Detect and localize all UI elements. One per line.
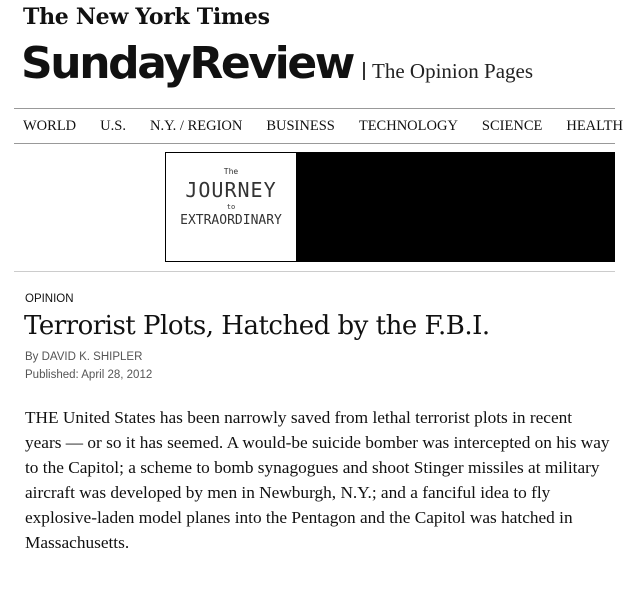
nav-item-ny-region[interactable]: N.Y. / REGION <box>149 118 243 134</box>
ad-the-text: The <box>223 167 239 176</box>
ad-journey-text: JOURNEY <box>185 178 277 202</box>
section-divider <box>363 62 365 80</box>
ad-to-text: to <box>226 203 236 211</box>
ad-logo[interactable] <box>166 153 296 261</box>
section-name[interactable]: SundayReview <box>21 38 354 89</box>
content-divider <box>14 271 615 272</box>
nav-item-science[interactable]: SCIENCE <box>481 118 543 134</box>
top-navigation <box>14 108 623 144</box>
article-byline: By DAVID K. SHIPLER <box>25 351 143 363</box>
nav-item-business[interactable]: BUSINESS <box>266 118 335 134</box>
section-header <box>21 38 533 90</box>
nav-item-technology[interactable]: TECHNOLOGY <box>358 118 458 134</box>
nav-item-world[interactable]: WORLD <box>23 118 77 134</box>
nav-item-health[interactable]: HEALTH <box>566 118 623 134</box>
section-subtitle[interactable]: The Opinion Pages <box>372 59 534 83</box>
nav-item-us[interactable]: U.S. <box>100 118 126 134</box>
article-body: THE United States has been narrowly saved from lethal terrorist plots in recent years — or so it has seemed. A would-be suicide bomber was intercepted on his way to the Capitol; a scheme to bomb synagogues and shoot Stinger missiles at military aircraft was developed by men in Newburgh, N.Y.; and a fanciful idea to fly explosive-laden model planes into the Pentagon and the Capitol was hatched in Massachusetts. <box>25 408 610 552</box>
article-published-date: Published: April 28, 2012 <box>25 369 153 381</box>
advertisement-banner[interactable] <box>165 152 615 262</box>
article-headline: Terrorist Plots, Hatched by the F.B.I. <box>24 311 490 341</box>
ad-extraordinary-text: EXTRAORDINARY <box>180 213 282 228</box>
article-kicker[interactable]: OPINION <box>25 293 74 305</box>
nyt-logo[interactable]: The New York Times <box>23 4 270 30</box>
